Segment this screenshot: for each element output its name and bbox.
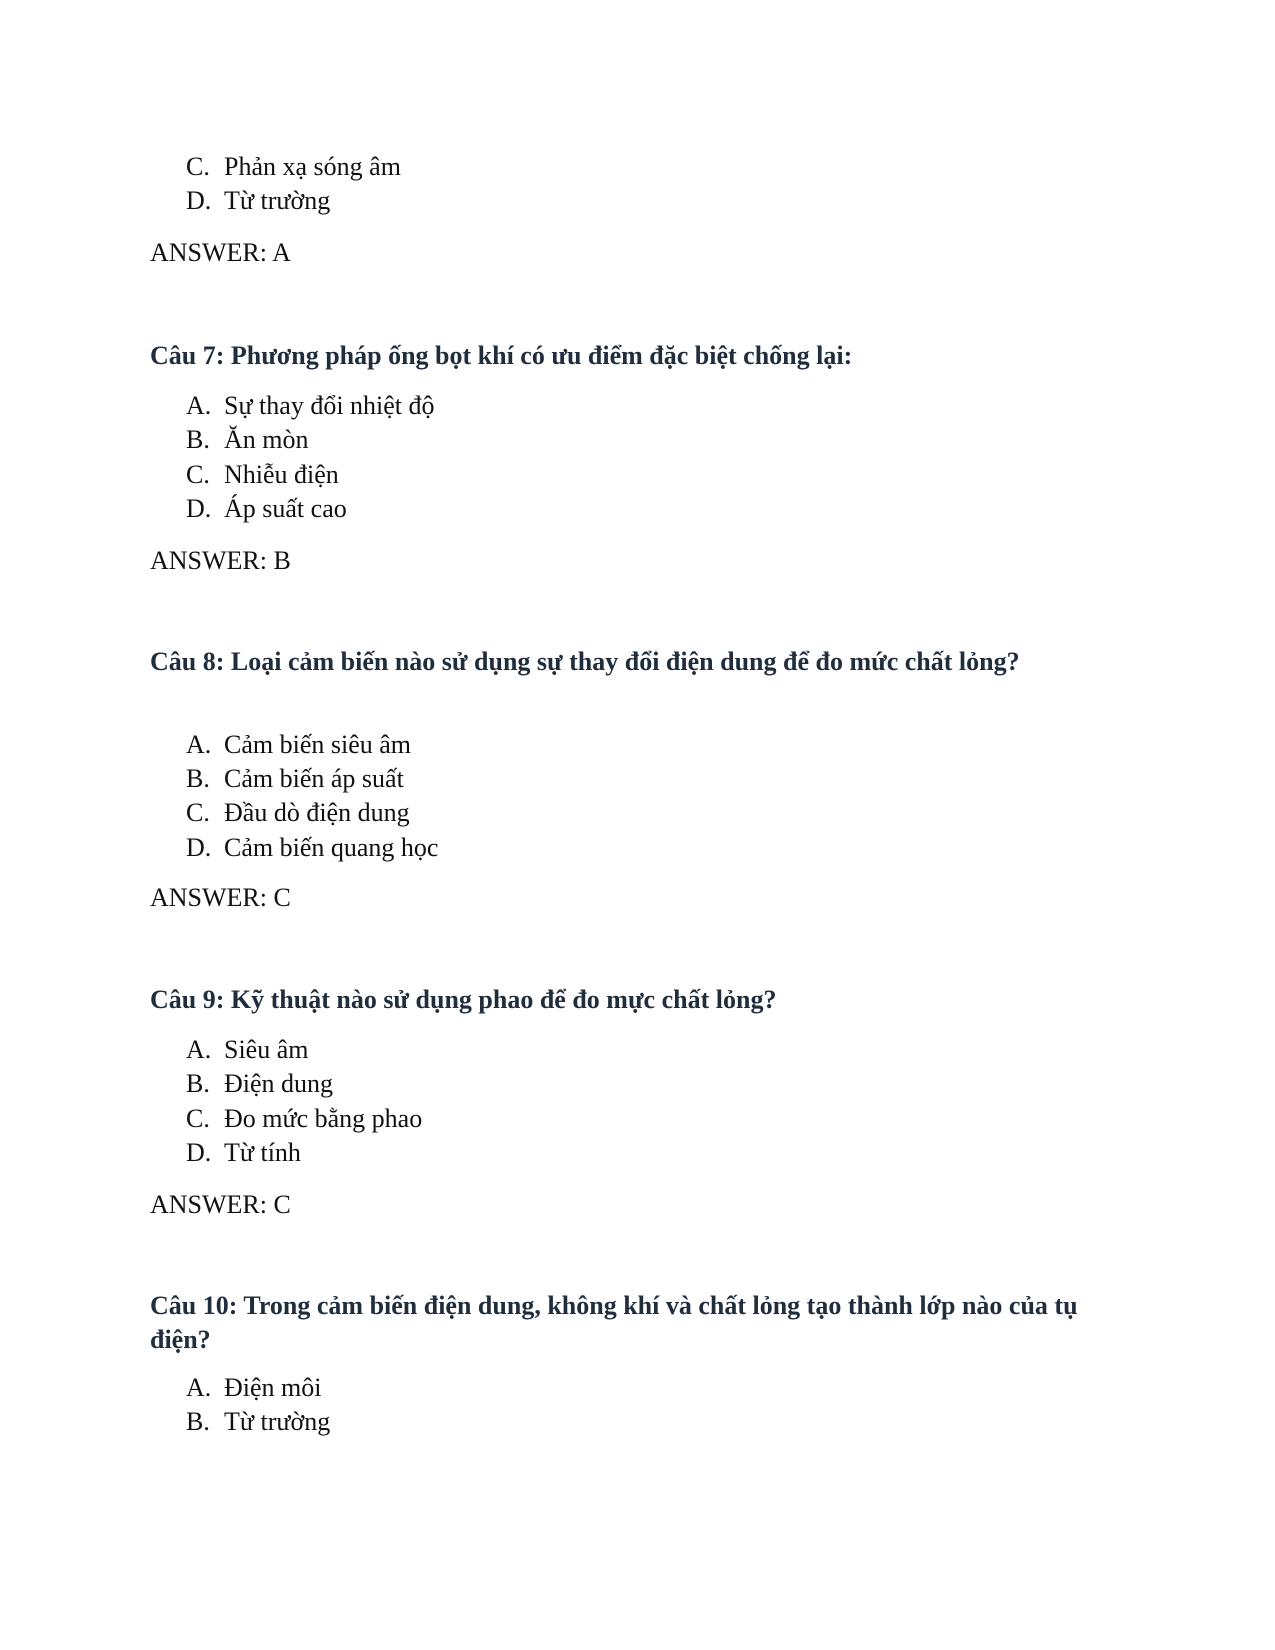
option-d-prev: D. Từ trường — [186, 186, 331, 215]
q7-option-c: C. Nhiễu điện — [186, 460, 339, 489]
q10-option-a: A. Điện môi — [186, 1373, 322, 1402]
q8-answer: ANSWER: C — [150, 883, 291, 912]
q8-option-b: B. Cảm biến áp suất — [186, 764, 404, 793]
q8-option-d: D. Cảm biến quang học — [186, 833, 439, 862]
q9-option-a: A. Siêu âm — [186, 1035, 309, 1064]
question-9: Câu 9: Kỹ thuật nào sử dụng phao để đo mực chất lỏng? — [150, 985, 777, 1014]
q9-option-c: C. Đo mức bằng phao — [186, 1104, 423, 1133]
question-7: Câu 7: Phương pháp ống bọt khí có ưu điểm đặc biệt chống lại: — [150, 341, 853, 370]
question-10: Câu 10: Trong cảm biến điện dung, không khí và chất lỏng tạo thành lớp nào của tụ điện? — [150, 1291, 1078, 1354]
q10-option-b: B. Từ trường — [186, 1407, 331, 1436]
q7-answer: ANSWER: B — [150, 546, 291, 575]
q9-option-b: B. Điện dung — [186, 1069, 334, 1098]
q7-option-d: D. Áp suất cao — [186, 494, 347, 523]
question-8: Câu 8: Loại cảm biến nào sử dụng sự thay đổi điện dung để đo mức chất lỏng? — [150, 647, 1020, 676]
q7-option-a: A. Sự thay đổi nhiệt độ — [186, 391, 435, 420]
q9-answer: ANSWER: C — [150, 1190, 291, 1219]
answer-prev: ANSWER: A — [150, 238, 291, 267]
q8-option-a: A. Cảm biến siêu âm — [186, 730, 412, 759]
option-c-prev: C. Phản xạ sóng âm — [186, 152, 401, 181]
q8-option-c: C. Đầu dò điện dung — [186, 798, 410, 827]
q9-option-d: D. Từ tính — [186, 1138, 301, 1167]
q7-option-b: B. Ăn mòn — [186, 425, 309, 454]
